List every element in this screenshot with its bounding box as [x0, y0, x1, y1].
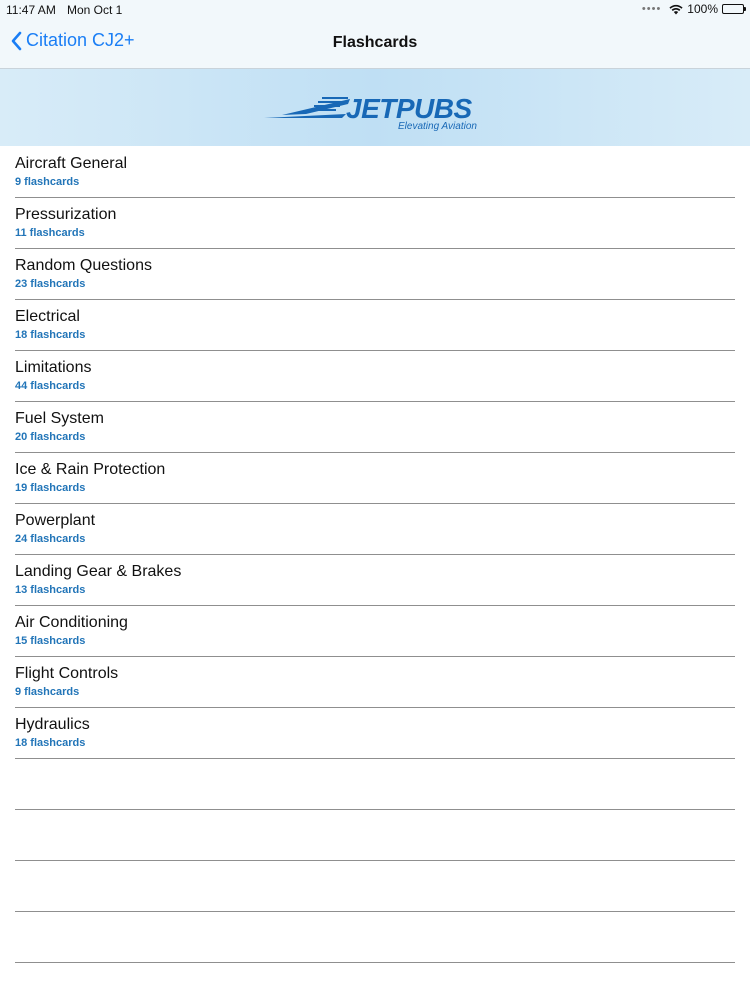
wifi-icon: [669, 4, 683, 15]
status-time: 11:47 AM: [6, 3, 56, 17]
status-right: [642, 2, 744, 16]
category-row[interactable]: [15, 606, 735, 657]
jetpubs-logo: [262, 93, 486, 137]
category-title: Limitations: [15, 359, 92, 376]
status-date: Mon Oct 1: [67, 3, 123, 17]
flashcard-category-list: [0, 147, 750, 963]
signal-dots-icon: ••••: [641, 3, 662, 15]
category-title: Electrical: [15, 308, 80, 325]
category-row[interactable]: [15, 555, 735, 606]
category-row[interactable]: [15, 351, 735, 402]
category-row[interactable]: [15, 402, 735, 453]
back-label: Citation CJ2+: [26, 30, 135, 50]
flashcard-count: 20 flashcards: [15, 431, 86, 443]
battery-icon: [722, 4, 744, 14]
category-row[interactable]: [15, 198, 735, 249]
category-row[interactable]: [15, 249, 735, 300]
flashcard-count: 9 flashcards: [15, 176, 80, 188]
page-title: Flashcards: [332, 34, 418, 51]
navigation-bar: [0, 0, 750, 69]
category-row[interactable]: [15, 708, 735, 759]
category-title: Hydraulics: [15, 716, 90, 733]
brand-tagline: Elevating Aviation: [398, 121, 477, 132]
category-title: Landing Gear & Brakes: [15, 563, 182, 580]
flashcard-count: 13 flashcards: [15, 584, 86, 596]
flashcard-count: 23 flashcards: [15, 278, 86, 290]
flashcard-count: 44 flashcards: [15, 380, 86, 392]
flashcard-count: 11 flashcards: [15, 227, 85, 239]
flashcard-count: 15 flashcards: [15, 635, 86, 647]
category-row[interactable]: [15, 657, 735, 708]
category-row[interactable]: [15, 147, 735, 198]
empty-row: [15, 810, 735, 861]
empty-row: [15, 912, 735, 963]
flashcard-count: 18 flashcards: [15, 737, 86, 749]
category-title: Flight Controls: [15, 665, 119, 682]
flashcard-count: 18 flashcards: [15, 329, 86, 341]
category-row[interactable]: [15, 504, 735, 555]
status-bar: [0, 0, 750, 20]
empty-row: [15, 759, 735, 810]
brand-banner: [0, 69, 750, 146]
flashcard-count: 19 flashcards: [15, 482, 86, 494]
category-title: Aircraft General: [15, 155, 128, 172]
flashcard-count: 24 flashcards: [15, 533, 86, 545]
category-title: Powerplant: [15, 512, 96, 529]
category-title: Ice & Rain Protection: [15, 461, 166, 478]
category-title: Air Conditioning: [15, 614, 128, 631]
flashcard-count: 9 flashcards: [15, 686, 80, 698]
brand-name: JETPUBS: [346, 93, 472, 124]
empty-row: [15, 861, 735, 912]
category-row[interactable]: [15, 453, 735, 504]
category-title: Random Questions: [15, 257, 152, 274]
jet-wing-icon: [262, 96, 352, 122]
category-title: Pressurization: [15, 206, 117, 223]
category-row[interactable]: [15, 300, 735, 351]
category-title: Fuel System: [15, 410, 104, 427]
battery-percent: 100%: [687, 2, 718, 16]
